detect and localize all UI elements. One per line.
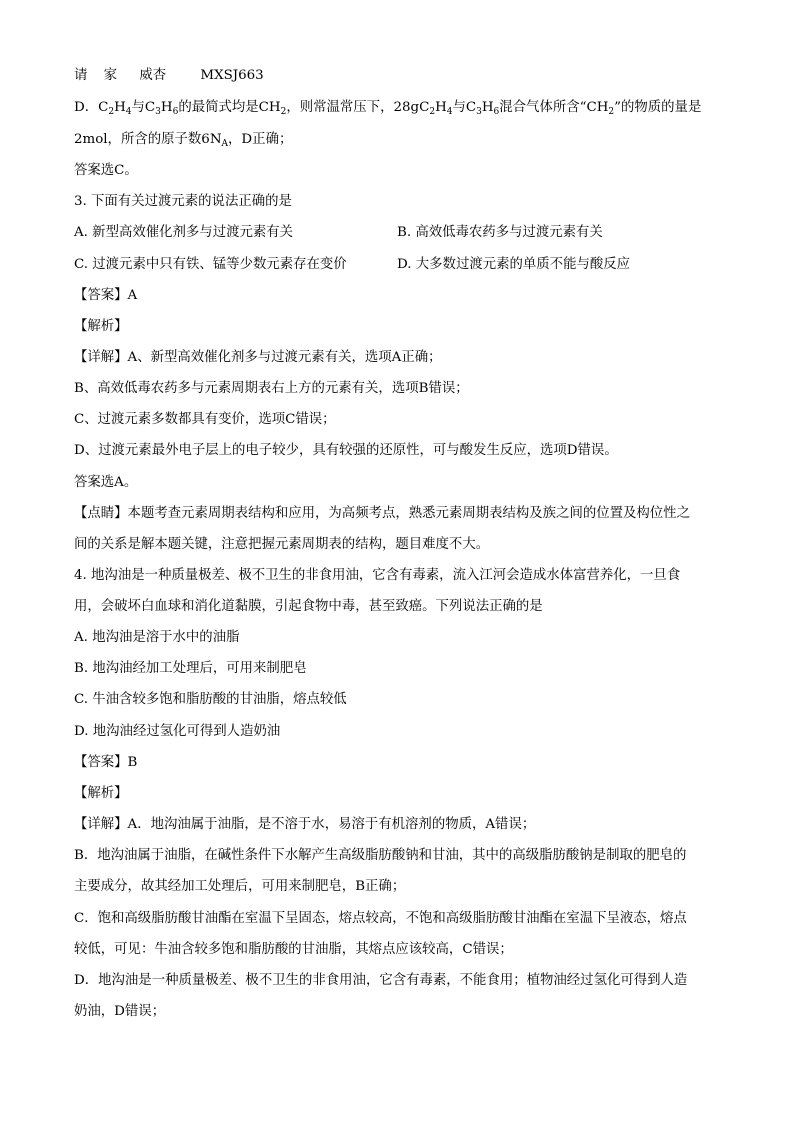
q2-option-d-line-1: D．$C_2H_4$与$C_3H_6$的最简式均是$CH_2$，则常温常压下，$28gC_2H_4$与$C_3H_6$混合气体所含“$CH_2$”的物质的量是 (74, 100, 702, 117)
q4-detail-4-line-1: D．地沟油是一种质量极差、极不卫生的非食用油，它含有毒素，不能食用；植物油经过氢化可得到人造 (74, 973, 688, 988)
q3-option-a: A. 新型高效催化剂多与过渡元素有关 (74, 225, 294, 240)
q3-option-c: C. 过渡元素中只有铁、锰等少数元素存在变价 (74, 257, 347, 272)
q3-detail-2: B、高效低毒农药多与元素周期表右上方的元素有关，选项B错误； (74, 381, 469, 396)
q4-option-c: C. 牛油含较多饱和脂肪酸的甘油脂，熔点较低 (74, 692, 347, 707)
q3-analysis-heading: 【解析】 (74, 319, 128, 334)
q4-detail-3-line-1: C．饱和高级脂肪酸甘油酯在室温下呈固态，熔点较高，不饱和高级脂肪酸甘油酯在室温下呈液态，熔点 (74, 911, 687, 926)
header-word-3: 威杏 (139, 68, 167, 83)
q3-stem: 3. 下面有关过渡元素的说法正确的是 (74, 194, 292, 209)
q4-option-b: B. 地沟油经加工处理后，可用来制肥皂 (74, 661, 307, 676)
q3-answer: 【答案】A (74, 288, 138, 303)
q2-conclusion: 答案选C。 (74, 163, 138, 178)
q4-stem-line-2: 用，会破坏白血球和消化道黏膜，引起食物中毒，甚至致癌。下列说法正确的是 (74, 599, 543, 614)
page-header (74, 66, 734, 86)
q4-stem-line-1: 4. 地沟油是一种质量极差、极不卫生的非食用油，它含有毒素，流入江河会造成水体富营养化，一旦食 (74, 568, 681, 583)
q4-detail-1: 【详解】A．地沟油属于油脂，是不溶于水，易溶于有机溶剂的物质，A错误； (74, 817, 536, 832)
q3-options-row-2 (74, 255, 734, 275)
q3-detail-3: C、过渡元素多数都具有变价，选项C错误； (74, 412, 336, 427)
q4-detail-3-line-2: 较低，可见：牛油含较多饱和脂肪酸的甘油脂，其熔点应该较高，C错误； (74, 942, 513, 957)
q3-option-b: B. 高效低毒农药多与过渡元素有关 (397, 225, 603, 240)
q3-options-row-1 (74, 223, 734, 243)
header-code: MXSJ663 (200, 68, 264, 83)
q2-option-d-line-2: 2mol，所含的原子数$6N_A$，D正确； (74, 132, 293, 149)
q4-option-d: D. 地沟油经过氢化可得到人造奶油 (74, 724, 281, 739)
q3-detail-4: D、过渡元素最外电子层上的电子较少，具有较强的还原性，可与酸发生反应，选项D错误。 (74, 443, 618, 458)
q3-conclusion: 答案选A。 (74, 475, 138, 490)
q3-comment-line-1: 【点睛】本题考查元素周期表结构和应用，为高频考点，熟悉元素周期表结构及族之间的位置及构位性之 (74, 506, 690, 521)
q4-analysis-heading: 【解析】 (74, 786, 128, 801)
q4-option-a: A. 地沟油是溶于水中的油脂 (74, 630, 240, 645)
q4-detail-2-line-1: B．地沟油属于油脂，在碱性条件下水解产生高级脂肪酸钠和甘油，其中的高级脂肪酸钠是制取的肥皂的 (74, 848, 687, 863)
header-word-2: 家 (103, 68, 118, 83)
q4-answer: 【答案】B (74, 755, 138, 770)
header-word-1: 请 (74, 68, 88, 83)
q3-detail-1: 【详解】A、新型高效催化剂多与过渡元素有关，选项A正确； (74, 350, 442, 365)
q3-option-d: D. 大多数过渡元素的单质不能与酸反应 (397, 257, 631, 272)
q4-detail-4-line-2: 奶油，D错误； (74, 1004, 166, 1019)
q3-comment-line-2: 间的关系是解本题关键，注意把握元素周期表的结构，题目难度不大。 (74, 537, 490, 552)
q4-detail-2-line-2: 主要成分，故其经加工处理后，可用来制肥皂，B正确； (74, 879, 406, 894)
